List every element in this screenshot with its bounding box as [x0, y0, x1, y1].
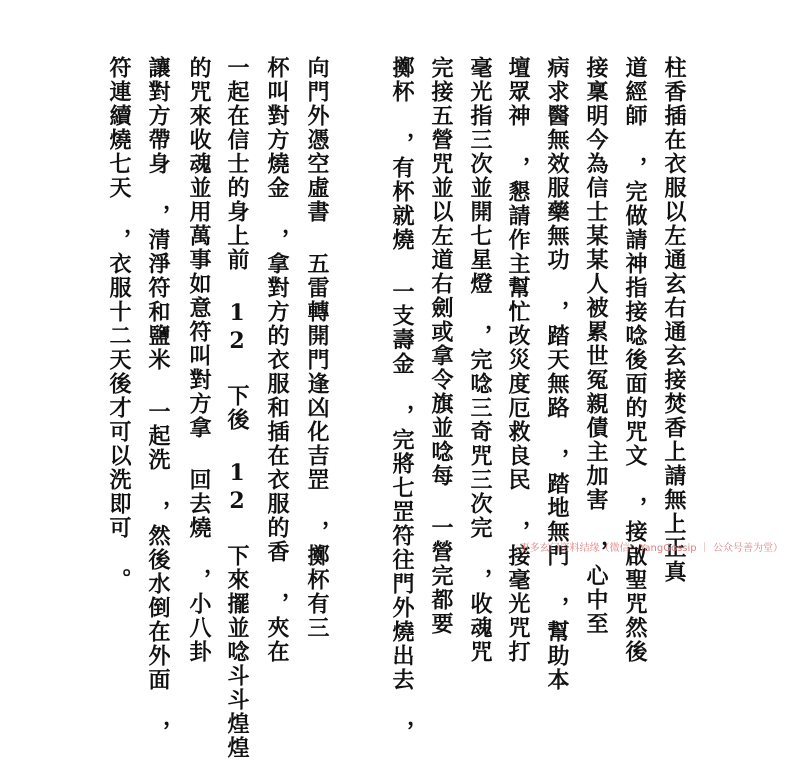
text-column: 柱香插在衣服以左通玄右通玄接焚香上請無上正真	[661, 56, 687, 584]
text-column: 讓對方帶身 ，清淨符和鹽米 一起洗 ，然後水倒在外面 ，	[145, 56, 171, 744]
text-column: 向門外憑空虛書 五雷轉開門逢凶化吉罡 ，擲杯有三	[304, 56, 330, 640]
text-column: 壇眾神 ，懇請作主幫忙改災度厄救良民 ，接毫光咒打	[505, 56, 531, 664]
text-column: 道經師 ，完做請神指接唸後面的咒文 ，接啟聖咒然後	[622, 56, 648, 664]
watermark-footer: 更多玄门资料结缘（微信：YangGossip ｜ 公众号善为堂）	[519, 543, 783, 554]
right-page	[389, 0, 793, 744]
text-column-last: 擲杯 ，有杯就燒 一支壽金 ，完將七罡符往門外燒出去 ，	[389, 56, 415, 744]
text-column: 的咒來收魂並用萬事如意符叫對方拿 回去燒 ，小八卦	[186, 56, 212, 664]
text-column: 完接五營咒並以左道右劍或拿令旗並唸每 一營完都要	[428, 56, 454, 636]
text-column: 一起在信士的身上前 12 下後 12 下來擺並唸斗斗煌煌	[224, 56, 250, 760]
text-column: 杯叫對方燒金 ，拿對方的衣服和插在衣服的香 ，夾在	[264, 56, 290, 664]
text-column: 接稟明今為信士某某人被累世冤親債主加害 ，心中至	[583, 56, 609, 636]
text-column: 病求醫無效服藥無功 ，踏天無路 ，踏地無門 ，幫助本	[544, 56, 570, 692]
text-column: 毫光指三次並開七星燈 ，完唸三奇咒三次完 ，收魂咒	[467, 56, 493, 664]
text-column-last: 符連續燒七天 ，衣服十二天後才可以洗即可 。	[106, 56, 132, 592]
